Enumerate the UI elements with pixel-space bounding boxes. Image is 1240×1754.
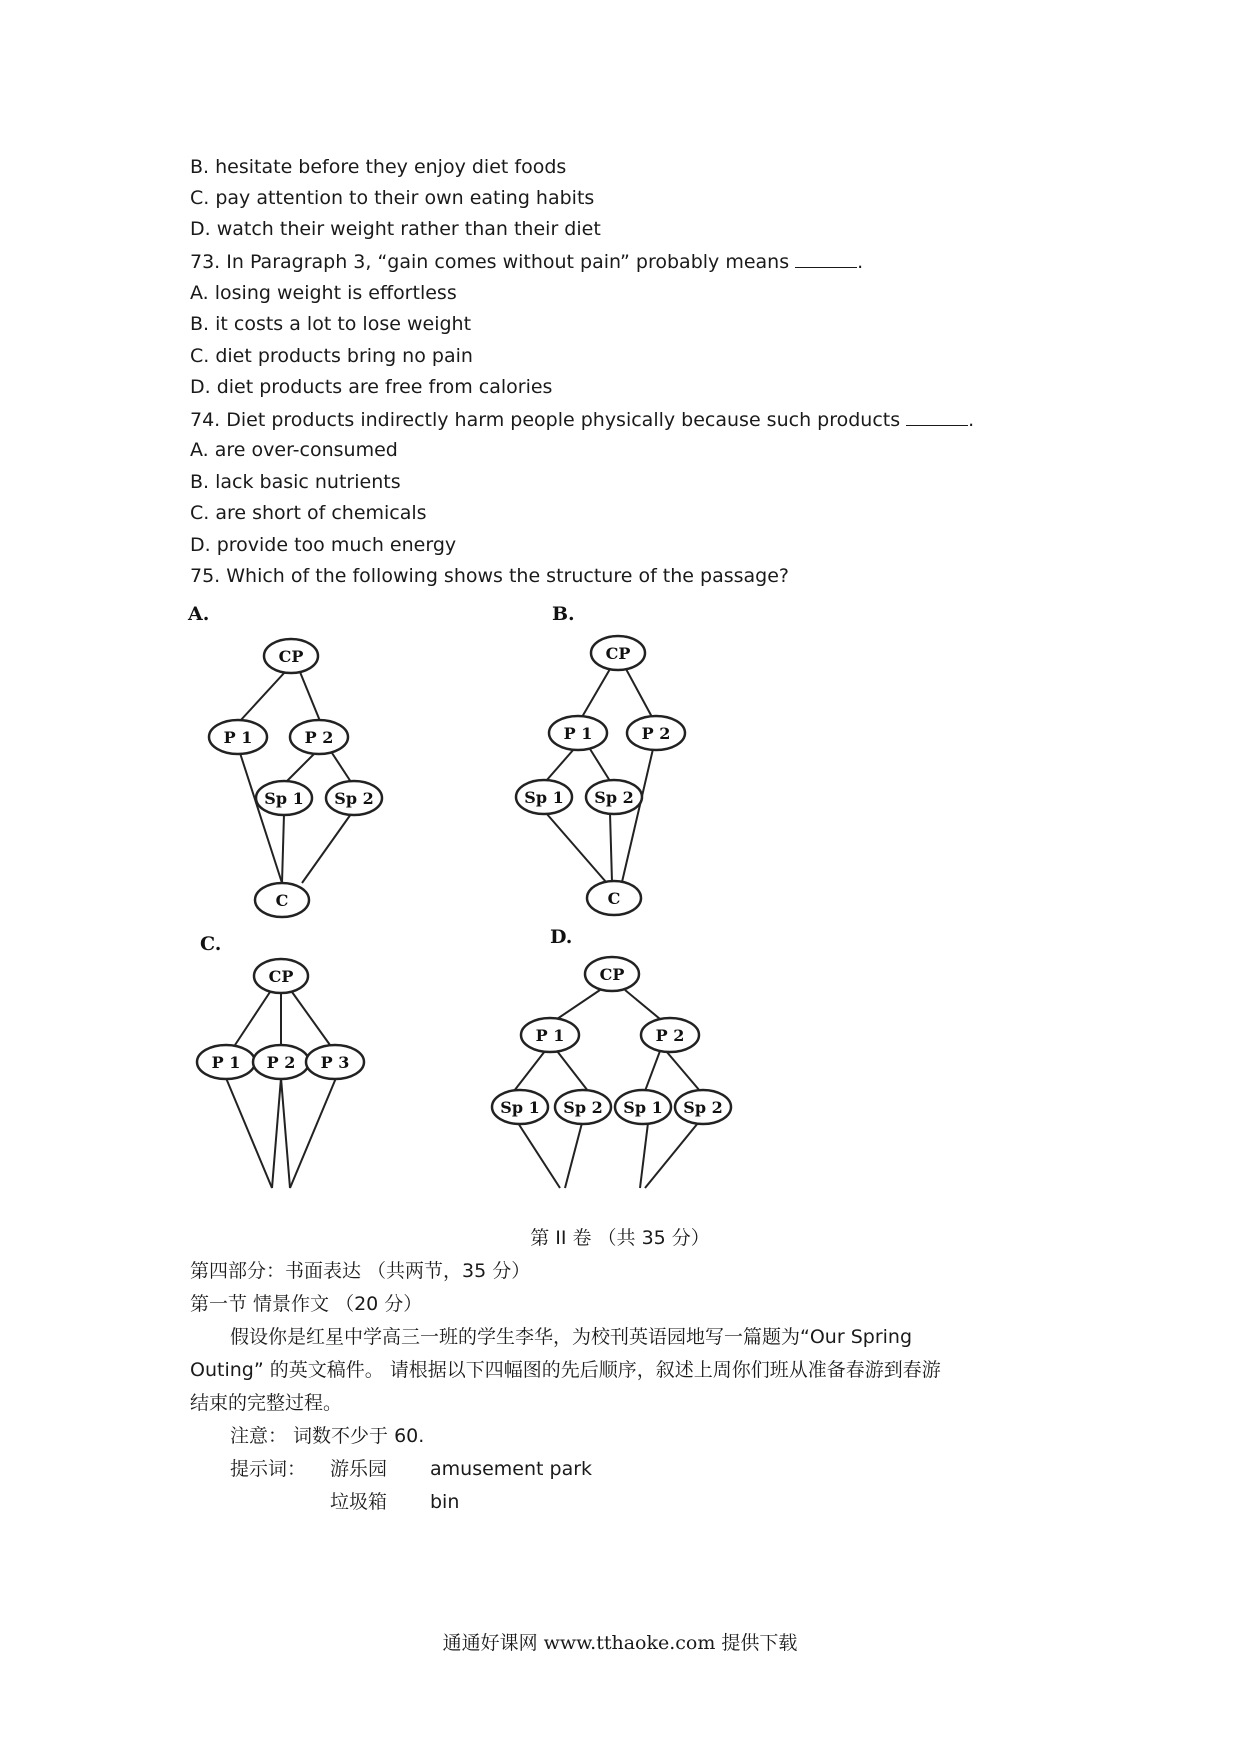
q74-option-b: B. lack basic nutrients: [190, 471, 401, 493]
node-sp2-label: Sp 2: [334, 789, 374, 808]
node-p1-label: P 1: [535, 1026, 565, 1045]
footer-source: 通通好课网 www.tthaoke.com 提供下载: [442, 1632, 798, 1654]
node-cp-label: CP: [268, 967, 294, 986]
diagram-d: [490, 926, 750, 1190]
q73-option-b: B. it costs a lot to lose weight: [190, 313, 472, 335]
q73-stem: [190, 249, 863, 274]
part4-heading: 第四部分：书面表达 （共两节，35 分）: [190, 1260, 531, 1282]
q74-stem-end: .: [968, 409, 975, 431]
hint-label: 提示词：: [230, 1458, 307, 1480]
diagram-a-label: A.: [188, 603, 210, 625]
node-sp1-label: Sp 1: [524, 788, 564, 807]
node-sp1-left-label: Sp 1: [500, 1098, 540, 1117]
node-p3-label: P 3: [320, 1053, 350, 1072]
q72-option-c: C. pay attention to their own eating habits: [190, 187, 595, 209]
node-sp1-label: Sp 1: [264, 789, 304, 808]
node-sp1-right-label: Sp 1: [623, 1098, 663, 1117]
node-p2-label: P 2: [655, 1026, 685, 1045]
q74-answer-blank: [906, 407, 968, 426]
hint-1-cn: 游乐园: [330, 1458, 388, 1480]
word-count-note: 注意： 词数不少于 60.: [230, 1425, 425, 1447]
diagram-a: [188, 603, 420, 950]
q74-option-d: D. provide too much energy: [190, 534, 457, 556]
prompt-line-2: Outing” 的英文稿件。 请根据以下四幅图的先后顺序，叙述上周你们班从准备春游到春游: [190, 1359, 941, 1381]
node-sp2-right-label: Sp 2: [683, 1098, 723, 1117]
diagram-d-label: D.: [550, 926, 573, 948]
q73-answer-blank: [795, 249, 857, 268]
node-p1-label: P 1: [211, 1053, 241, 1072]
prompt-line-1: 假设你是红星中学高三一班的学生李华，为校刊英语园地写一篇题为“Our Spring: [230, 1326, 913, 1348]
node-p2-label: P 2: [304, 728, 334, 747]
q73-option-c: C. diet products bring no pain: [190, 345, 473, 367]
q72-option-d: D. watch their weight rather than their diet: [190, 218, 601, 240]
diagram-b: [510, 603, 740, 950]
diagram-b-label: B.: [552, 603, 575, 625]
hint-2-cn: 垃圾箱: [330, 1491, 388, 1513]
node-c-label: C: [607, 889, 621, 908]
q73-option-a: A. losing weight is effortless: [190, 282, 457, 304]
hint-1-en: amusement park: [430, 1458, 593, 1480]
q73-option-d: D. diet products are free from calories: [190, 376, 553, 398]
node-cp-label: CP: [605, 644, 631, 663]
q74-option-c: C. are short of chemicals: [190, 502, 427, 524]
node-p1-label: P 1: [563, 724, 593, 743]
node-p1-label: P 1: [223, 728, 253, 747]
diagram-c-label: C.: [200, 933, 222, 955]
section-title: 第 II 卷 （共 35 分）: [530, 1227, 710, 1249]
q74-stem-text: 74. Diet products indirectly harm people physically because such products: [190, 409, 901, 431]
node-sp2-left-label: Sp 2: [563, 1098, 603, 1117]
prompt-line-3: 结束的完整过程。: [190, 1392, 343, 1414]
q75-stem: 75. Which of the following shows the structure of the passage?: [190, 565, 790, 587]
q74-option-a: A. are over-consumed: [190, 439, 398, 461]
diagram-c: [190, 930, 420, 1190]
hint-2-en: bin: [430, 1491, 460, 1513]
q72-option-b: B. hesitate before they enjoy diet foods: [190, 156, 567, 178]
section1-heading: 第一节 情景作文 （20 分）: [190, 1293, 423, 1315]
q73-stem-text: 73. In Paragraph 3, “gain comes without pain” probably means: [190, 251, 790, 273]
node-c-label: C: [275, 891, 289, 910]
q73-stem-end: .: [857, 251, 864, 273]
node-cp-label: CP: [278, 647, 304, 666]
q74-stem: [190, 407, 974, 432]
node-p2-label: P 2: [641, 724, 671, 743]
node-cp-label: CP: [599, 965, 625, 984]
node-sp2-label: Sp 2: [594, 788, 634, 807]
node-p2-label: P 2: [266, 1053, 296, 1072]
